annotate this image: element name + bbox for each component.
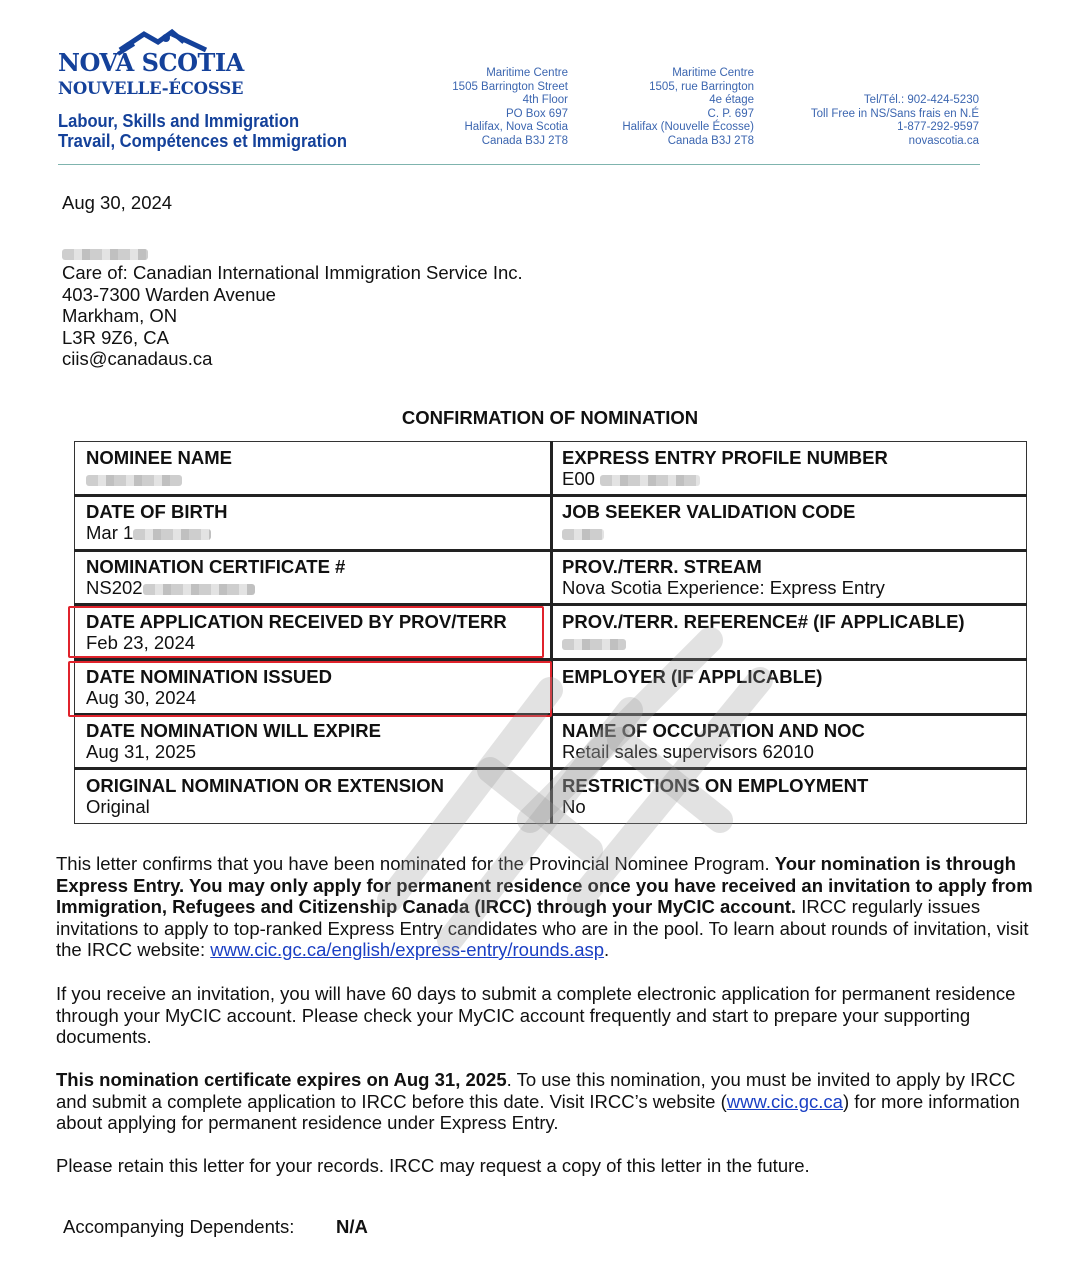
cell-certificate-number (86, 556, 345, 598)
cell-label: NOMINATION CERTIFICATE # (86, 556, 346, 577)
letter-date: Aug 30, 2024 (62, 192, 173, 213)
cell-label: EMPLOYER (IF APPLICABLE) (562, 666, 823, 687)
cell-label: ORIGINAL NOMINATION OR EXTENSION (86, 775, 445, 796)
recipient-postal: L3R 9Z6, CA (62, 327, 169, 348)
cell-value-redacted (86, 468, 232, 489)
cell-label: DATE NOMINATION WILL EXPIRE (86, 720, 381, 741)
dependents-label: Accompanying Dependents: (63, 1216, 295, 1237)
address-line: Maritime Centre (672, 67, 754, 79)
cell-value: Mar 1 (86, 522, 227, 543)
recipient-care-of: Care of: Canadian International Immigration Service Inc. (62, 262, 523, 283)
address-french (622, 67, 754, 149)
recipient-street: 403-7300 Warden Avenue (62, 284, 276, 305)
contact-info (811, 94, 979, 148)
address-line: Halifax, Nova Scotia (464, 121, 568, 134)
logo-title: NOVA SCOTIA (58, 48, 244, 77)
cell-value: No (562, 796, 586, 817)
department-en: Labour, Skills and Immigration (58, 111, 300, 131)
cell-value: E00 (562, 468, 888, 489)
cell-label: EXPRESS ENTRY PROFILE NUMBER (562, 447, 888, 468)
paragraph-invitation: If you receive an invitation, you will have 60 days to submit a complete electronic application for permanent residence through your MyCIC account. Please check your MyCIC account frequently and start to prepare your supporting documents. (56, 983, 1016, 1047)
cell-nominee-name (86, 447, 232, 489)
address-line: Canada B3J 2T8 (667, 134, 754, 147)
address-line: 4th Floor (522, 94, 568, 107)
cell-label: DATE NOMINATION ISSUED (86, 666, 332, 687)
cell-label: NAME OF OCCUPATION AND NOC (562, 720, 865, 741)
cell-label: RESTRICTIONS ON EMPLOYMENT (562, 775, 869, 796)
cell-label: DATE APPLICATION RECEIVED BY PROV/TERR (86, 611, 507, 632)
logo-subtitle: NOUVELLE-ÉCOSSE (58, 79, 244, 98)
watermark-stamp (330, 520, 810, 980)
address-line: 1505 Barrington Street (452, 80, 568, 93)
cell-value: Retail sales supervisors 62010 (562, 741, 814, 762)
recipient-email: ciis@canadaus.ca (62, 348, 213, 369)
address-line: C. P. 697 (707, 107, 754, 120)
address-line: 4e étage (709, 94, 754, 107)
paragraph-confirmation: This letter confirms that you have been nominated for the Provincial Nominee Program. Your nomination is through Express Entry. You may only apply for permanent residence once you have received an invitation to apply from Immigration, Refugees and Citizenship Canada (IRCC) through your MyCIC account. IRCC regularly issues invitations to apply to top-ranked Express Entry candidates who are in the pool. To learn about rounds of invitation, visit the IRCC website: www.cic.gc.ca/english/express-entry/rounds.asp. (56, 853, 1033, 960)
contact-phone: Tel/Tél.: 902-424-5230 (863, 94, 979, 106)
cell-label: JOB SEEKER VALIDATION CODE (562, 501, 856, 522)
contact-tollfree-label: Toll Free in NS/Sans frais en N.É (810, 107, 979, 120)
ircc-website-link[interactable]: www.cic.gc.ca (726, 1090, 843, 1112)
address-line: Maritime Centre (486, 67, 568, 79)
cell-label: DATE OF BIRTH (86, 501, 228, 522)
paragraph-expiry: This nomination certificate expires on Aug 31, 2025. To use this nomination, you must be invited to apply by IRCC and submit a complete application to IRCC before this date. Visit IRCC’s website (www.cic.gc.ca) for more information about applying for permanent residence under Express Entry. (56, 1069, 1020, 1133)
cell-ee-profile (562, 447, 888, 489)
cell-label: NOMINEE NAME (86, 447, 232, 468)
paragraph-retain: Please retain this letter for your records. IRCC may request a copy of this letter in the future. (56, 1155, 810, 1176)
address-line: PO Box 697 (505, 107, 568, 120)
dependents-value: N/A (336, 1216, 368, 1237)
header-divider (58, 164, 980, 165)
cell-value: Feb 23, 2024 (86, 632, 196, 653)
address-line: 1505, rue Barrington (649, 80, 754, 93)
recipient-city: Markham, ON (62, 305, 178, 326)
cell-value: Original (86, 796, 150, 817)
recipient-name-redacted (62, 242, 148, 264)
cell-value: NS202 (86, 577, 345, 598)
document-title: CONFIRMATION OF NOMINATION (401, 407, 699, 428)
cell-label: PROV./TERR. STREAM (562, 556, 762, 577)
cell-date-of-birth (86, 501, 227, 543)
cell-label: PROV./TERR. REFERENCE# (IF APPLICABLE) (562, 611, 965, 632)
cell-value: Aug 31, 2025 (86, 741, 197, 762)
address-line: Canada B3J 2T8 (481, 134, 568, 147)
cell-value: Aug 30, 2024 (86, 687, 197, 708)
cell-value: Nova Scotia Experience: Express Entry (562, 577, 885, 598)
contact-website: novascotia.ca (908, 134, 979, 147)
rounds-link[interactable]: www.cic.gc.ca/english/express-entry/rounds.asp (210, 939, 605, 960)
table-row-divider (74, 494, 1027, 497)
department-name (58, 111, 347, 151)
contact-tollfree: 1-877-292-9597 (897, 121, 979, 134)
department-fr: Travail, Compétences et Immigration (58, 131, 347, 151)
address-english (452, 67, 568, 149)
address-line: Halifax (Nouvelle Écosse) (622, 121, 754, 134)
